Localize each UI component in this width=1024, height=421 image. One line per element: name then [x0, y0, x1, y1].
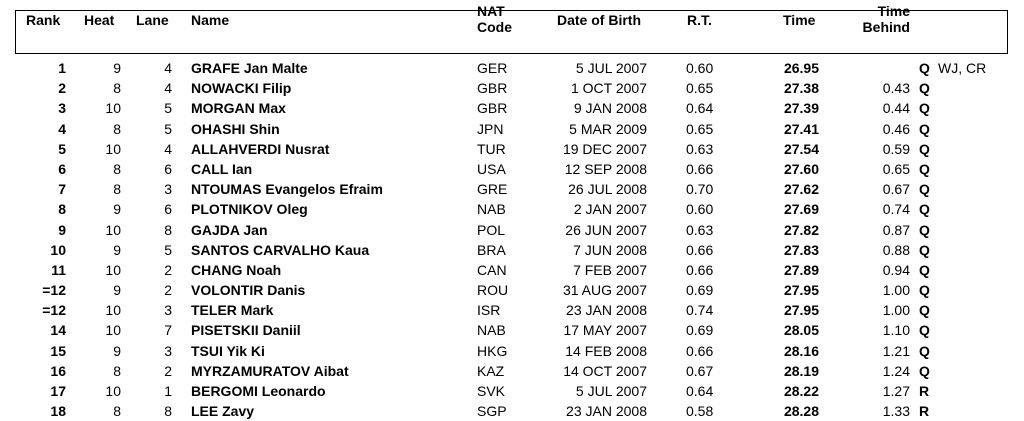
cell-behind: 0.43: [882, 80, 910, 97]
cell-q: Q: [919, 140, 930, 157]
cell-nat: BRA: [477, 241, 506, 258]
table-row: [0, 98, 1024, 118]
cell-nat: GER: [477, 60, 508, 76]
cell-lane: 5: [164, 100, 172, 117]
cell-time: 27.60: [783, 160, 819, 177]
cell-time: 27.89: [783, 261, 819, 278]
cell-heat: 10: [105, 221, 121, 238]
cell-name: CHANG Noah: [191, 261, 282, 278]
cell-time: 27.95: [783, 302, 819, 319]
table-row: [0, 300, 1024, 320]
cell-rank: 2: [58, 80, 66, 97]
cell-time: 26.95: [783, 60, 819, 76]
cell-name: LEE Zavy: [191, 403, 255, 420]
cell-lane: 6: [164, 160, 172, 177]
table-row: [0, 401, 1024, 421]
cell-rank: =12: [42, 302, 66, 319]
cell-dob: 7 JUN 2008: [573, 241, 647, 258]
cell-q: Q: [919, 282, 930, 299]
cell-name: SANTOS CARVALHO Kaua: [191, 241, 370, 258]
cell-time: 28.22: [783, 383, 819, 399]
cell-dob: 2 JAN 2007: [573, 201, 647, 218]
cell-lane: 8: [164, 403, 172, 420]
cell-heat: 8: [113, 160, 121, 177]
cell-heat: 9: [113, 60, 121, 76]
cell-dob: 5 JUL 2007: [575, 60, 647, 76]
cell-lane: 5: [164, 120, 172, 137]
cell-rec: WJ, CR: [938, 60, 987, 76]
table-row: [0, 361, 1024, 381]
cell-time: 27.38: [783, 80, 819, 97]
cell-lane: 3: [164, 181, 172, 198]
cell-rank: 7: [58, 181, 66, 198]
cell-q: Q: [919, 160, 930, 177]
cell-time: 27.62: [783, 181, 819, 198]
cell-lane: 2: [164, 282, 172, 299]
cell-behind: 0.94: [882, 261, 910, 278]
header-time-behind: [859, 3, 910, 35]
header-time: Time: [783, 12, 816, 28]
cell-lane: 6: [164, 201, 172, 218]
cell-name: BERGOMI Leonardo: [191, 383, 326, 399]
cell-lane: 8: [164, 221, 172, 238]
header-nat-line1: NAT: [477, 3, 505, 19]
cell-rank: 16: [50, 362, 66, 379]
cell-lane: 4: [164, 80, 172, 97]
cell-behind: 1.00: [882, 302, 910, 319]
cell-rt: 0.69: [686, 322, 714, 339]
cell-rt: 0.65: [686, 80, 714, 97]
cell-heat: 8: [113, 362, 121, 379]
cell-behind: 0.67: [882, 181, 910, 198]
cell-rank: 10: [50, 241, 66, 258]
header-name: Name: [191, 12, 230, 28]
cell-time: 27.54: [783, 140, 819, 157]
cell-heat: 9: [113, 201, 121, 218]
cell-q: Q: [919, 100, 930, 117]
cell-time: 28.19: [783, 362, 819, 379]
table-row: [0, 260, 1024, 280]
cell-dob: 31 AUG 2007: [562, 282, 647, 299]
results-table-body: [0, 58, 1024, 421]
cell-heat: 10: [105, 322, 121, 339]
table-row: [0, 220, 1024, 240]
cell-q: Q: [919, 181, 930, 198]
cell-name: MYRZAMURATOV Aibat: [191, 362, 349, 379]
cell-heat: 9: [113, 342, 121, 359]
cell-nat: SVK: [477, 383, 506, 399]
cell-nat: GBR: [477, 80, 508, 97]
header-rank: Rank: [26, 12, 61, 28]
cell-rt: 0.60: [686, 201, 714, 218]
cell-lane: 3: [164, 302, 172, 319]
cell-nat: HKG: [477, 342, 508, 359]
cell-time: 28.16: [783, 342, 819, 359]
cell-rt: 0.67: [686, 362, 714, 379]
cell-dob: 26 JUN 2007: [565, 221, 647, 238]
cell-rt: 0.65: [686, 120, 714, 137]
cell-heat: 10: [105, 261, 121, 278]
cell-rank: 11: [51, 261, 66, 278]
cell-name: CALL Ian: [191, 160, 253, 177]
cell-q: Q: [919, 302, 930, 319]
cell-nat: KAZ: [477, 362, 505, 379]
cell-lane: 1: [164, 383, 172, 399]
cell-q: Q: [919, 342, 930, 359]
cell-rank: 4: [58, 120, 66, 137]
header-dob: Date of Birth: [557, 12, 641, 28]
cell-name: GRAFE Jan Malte: [191, 60, 308, 76]
cell-lane: 4: [164, 60, 172, 76]
cell-dob: 23 JAN 2008: [566, 302, 647, 319]
cell-lane: 2: [164, 261, 172, 278]
cell-rt: 0.64: [686, 383, 714, 399]
cell-dob: 19 DEC 2007: [562, 140, 647, 157]
table-row: [0, 341, 1024, 361]
cell-name: TELER Mark: [191, 302, 274, 319]
table-row: [0, 159, 1024, 179]
cell-name: NTOUMAS Evangelos Efraim: [191, 181, 383, 198]
cell-time: 27.41: [783, 120, 819, 137]
cell-dob: 12 SEP 2008: [564, 160, 647, 177]
cell-heat: 10: [105, 383, 121, 399]
cell-q: R: [919, 383, 930, 399]
cell-q: Q: [919, 221, 930, 238]
cell-lane: 2: [164, 362, 172, 379]
cell-dob: 14 FEB 2008: [565, 342, 647, 359]
table-row: [0, 280, 1024, 300]
cell-q: Q: [919, 322, 930, 339]
table-row: [0, 320, 1024, 340]
cell-behind: 0.46: [882, 120, 910, 137]
cell-q: Q: [919, 362, 930, 379]
cell-rt: 0.69: [686, 282, 714, 299]
cell-dob: 14 OCT 2007: [563, 362, 647, 379]
cell-rank: 14: [50, 322, 66, 339]
header-rt: R.T.: [687, 12, 712, 28]
table-row: [0, 381, 1024, 401]
cell-nat: TUR: [477, 140, 506, 157]
cell-heat: 8: [113, 80, 121, 97]
header-behind-line2: Behind: [862, 19, 910, 35]
cell-rt: 0.66: [686, 241, 714, 258]
cell-rank: 9: [58, 221, 66, 238]
cell-heat: 8: [113, 403, 121, 420]
cell-behind: 1.00: [882, 282, 910, 299]
cell-time: 28.05: [783, 322, 819, 339]
cell-rt: 0.70: [686, 181, 714, 198]
cell-name: MORGAN Max: [191, 100, 286, 117]
cell-rt: 0.60: [686, 60, 714, 76]
cell-nat: NAB: [477, 322, 506, 339]
cell-q: Q: [919, 241, 930, 258]
cell-q: R: [919, 403, 930, 420]
cell-name: ALLAHVERDI Nusrat: [191, 140, 330, 157]
cell-dob: 5 JUL 2007: [575, 383, 647, 399]
cell-rank: 8: [58, 201, 66, 218]
cell-time: 27.95: [783, 282, 819, 299]
cell-heat: 8: [113, 181, 121, 198]
cell-time: 27.82: [783, 221, 819, 238]
cell-behind: 1.33: [882, 403, 910, 420]
cell-rank: 5: [58, 140, 66, 157]
cell-dob: 26 JUL 2008: [568, 181, 647, 198]
cell-rt: 0.58: [686, 403, 714, 420]
table-row: [0, 58, 1024, 78]
cell-behind: 0.65: [882, 160, 910, 177]
cell-name: TSUI Yik Ki: [191, 342, 265, 359]
cell-dob: 5 MAR 2009: [569, 120, 647, 137]
cell-behind: 0.87: [882, 221, 910, 238]
cell-time: 27.83: [783, 241, 819, 258]
header-nat-line2: Code: [477, 19, 512, 35]
cell-behind: 0.44: [882, 100, 910, 117]
cell-rank: 15: [50, 342, 66, 359]
header-nat-code: [477, 3, 512, 35]
header-lane: Lane: [136, 12, 169, 28]
cell-name: PLOTNIKOV Oleg: [191, 201, 308, 218]
cell-nat: SGP: [477, 403, 507, 420]
cell-behind: 1.21: [882, 342, 910, 359]
cell-rank: 6: [58, 160, 66, 177]
cell-dob: 23 JAN 2008: [566, 403, 647, 420]
cell-lane: 4: [164, 140, 172, 157]
cell-name: NOWACKI Filip: [191, 80, 292, 97]
cell-rt: 0.64: [686, 100, 714, 117]
table-row: [0, 139, 1024, 159]
cell-lane: 3: [164, 342, 172, 359]
cell-lane: 7: [164, 322, 172, 339]
cell-q: Q: [919, 120, 930, 137]
cell-heat: 9: [113, 282, 121, 299]
cell-rank: 18: [50, 403, 66, 420]
cell-name: GAJDA Jan: [191, 221, 268, 238]
cell-name: OHASHI Shin: [191, 120, 280, 137]
cell-lane: 5: [164, 241, 172, 258]
cell-behind: 1.27: [882, 383, 910, 399]
table-row: [0, 240, 1024, 260]
cell-name: VOLONTIR Danis: [191, 282, 306, 299]
cell-heat: 10: [105, 100, 121, 117]
cell-behind: 1.10: [882, 322, 910, 339]
cell-dob: 7 FEB 2007: [573, 261, 647, 278]
cell-nat: JPN: [477, 120, 504, 137]
cell-rt: 0.66: [686, 160, 714, 177]
header-behind-line1: Time: [877, 3, 910, 19]
cell-q: Q: [919, 261, 930, 278]
cell-nat: CAN: [477, 261, 507, 278]
cell-nat: GBR: [477, 100, 508, 117]
table-row: [0, 78, 1024, 98]
cell-rt: 0.63: [686, 221, 714, 238]
table-row: [0, 179, 1024, 199]
cell-heat: 9: [113, 241, 121, 258]
table-row: [0, 199, 1024, 219]
cell-nat: POL: [477, 221, 506, 238]
cell-heat: 8: [113, 120, 121, 137]
cell-time: 27.39: [783, 100, 819, 117]
cell-nat: ISR: [477, 302, 501, 319]
cell-heat: 10: [105, 302, 121, 319]
table-row: [0, 119, 1024, 139]
cell-nat: GRE: [477, 181, 508, 198]
cell-behind: 0.88: [882, 241, 910, 258]
cell-rank: 3: [58, 100, 66, 117]
cell-rt: 0.66: [686, 342, 714, 359]
cell-rt: 0.74: [686, 302, 714, 319]
cell-rt: 0.63: [686, 140, 714, 157]
cell-time: 27.69: [783, 201, 819, 218]
cell-dob: 9 JAN 2008: [573, 100, 647, 117]
cell-behind: 0.59: [882, 140, 910, 157]
cell-rt: 0.66: [686, 261, 714, 278]
cell-name: PISETSKII Daniil: [191, 322, 301, 339]
cell-dob: 17 MAY 2007: [563, 322, 647, 339]
cell-q: Q: [919, 60, 930, 76]
header-heat: Heat: [84, 12, 115, 28]
cell-behind: 1.24: [882, 362, 910, 379]
cell-rank: 1: [58, 60, 66, 76]
cell-behind: 0.74: [882, 201, 910, 218]
cell-time: 28.28: [783, 403, 819, 420]
cell-nat: USA: [477, 160, 506, 177]
cell-dob: 1 OCT 2007: [570, 80, 647, 97]
cell-q: Q: [919, 201, 930, 218]
cell-nat: NAB: [477, 201, 506, 218]
cell-q: Q: [919, 80, 930, 97]
cell-nat: ROU: [477, 282, 509, 299]
cell-rank: 17: [50, 383, 66, 399]
cell-rank: =12: [42, 282, 66, 299]
cell-heat: 10: [105, 140, 121, 157]
